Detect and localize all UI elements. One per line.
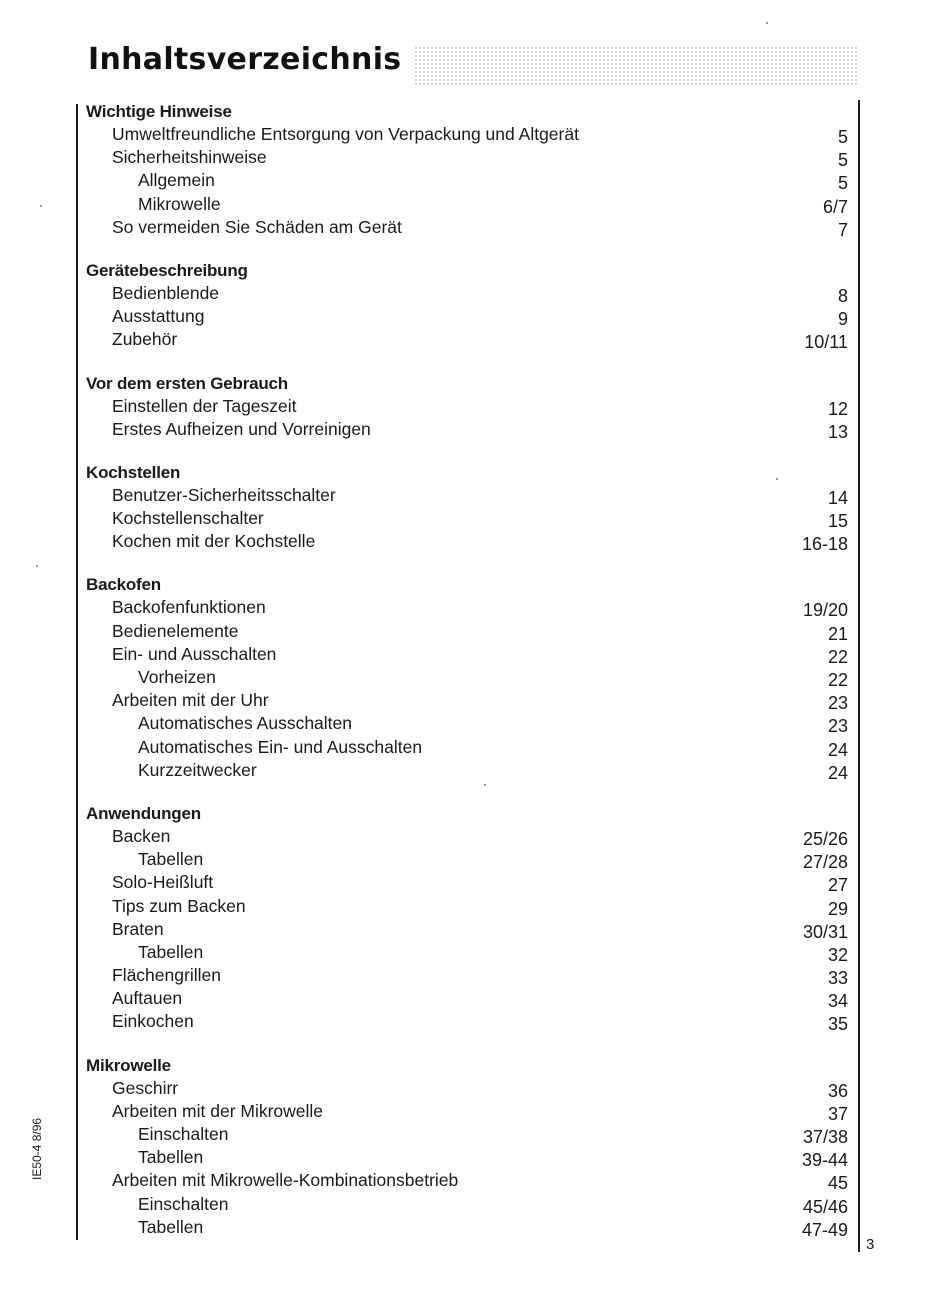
toc-entry <box>86 1123 848 1146</box>
toc-entry <box>86 305 848 328</box>
entry-title: Arbeiten mit der Mikrowelle <box>112 1100 324 1121</box>
entry-title: Kochstellenschalter <box>112 508 264 529</box>
entry-page: 37/38 <box>802 1127 848 1147</box>
entry-title: Tabellen <box>138 849 204 870</box>
entry-page: 21 <box>827 623 848 644</box>
entry-page: 10/11 <box>804 332 848 353</box>
entry-title: Arbeiten mit der Uhr <box>112 690 269 711</box>
toc-entry <box>86 1100 848 1123</box>
entry-page: 45/46 <box>802 1196 848 1217</box>
toc-entry <box>86 216 848 239</box>
entry-title: Einkochen <box>112 1011 194 1032</box>
toc-entry <box>86 328 848 351</box>
entry-title: Benutzer-Sicherheitsschalter <box>112 484 336 505</box>
page-title: Inhaltsverzeichnis <box>88 42 402 77</box>
entry-page: 27/28 <box>802 852 848 873</box>
section-heading: Anwendungen <box>86 803 201 823</box>
toc-entry <box>86 759 848 782</box>
toc-entry <box>86 596 848 619</box>
entry-page: 15 <box>827 511 848 532</box>
toc-entry <box>86 895 848 918</box>
toc-entry <box>86 1146 848 1169</box>
entry-title: Ein- und Ausschalten <box>112 643 277 664</box>
toc-entry <box>86 530 848 553</box>
entry-title: Tabellen <box>138 941 204 962</box>
entry-title: Automatisches Ausschalten <box>138 713 353 734</box>
entry-title: Vorheizen <box>138 667 216 687</box>
entry-page: 13 <box>827 421 848 442</box>
entry-title: Umweltfreundliche Entsorgung von Verpackung und Altgerät <box>112 124 579 144</box>
scan-speck <box>36 565 38 567</box>
entry-title: Allgemein <box>138 170 215 191</box>
entry-title: Bedienblende <box>112 282 220 303</box>
entry-title: Backen <box>112 825 171 846</box>
toc-entry <box>86 964 848 987</box>
entry-page: 29 <box>827 898 848 919</box>
entry-title: Tabellen <box>138 1147 204 1168</box>
halftone-screen <box>414 46 859 86</box>
toc-entry <box>86 643 848 666</box>
entry-page: 23 <box>827 693 848 714</box>
entry-page: 16-18 <box>801 534 848 555</box>
entry-page: 35 <box>827 1014 848 1035</box>
entry-title: So vermeiden Sie Schäden am Gerät <box>112 216 402 237</box>
section-heading: Kochstellen <box>86 462 181 482</box>
entry-page: 23 <box>827 716 848 737</box>
entry-title: Automatisches Ein- und Ausschalten <box>138 736 423 757</box>
entry-page: 22 <box>827 646 848 667</box>
entry-page: 14 <box>827 487 848 508</box>
toc-entry <box>86 507 848 530</box>
section-heading: Vor dem ersten Gebrauch <box>86 373 288 393</box>
toc-entry <box>86 1169 848 1192</box>
entry-page: 22 <box>827 670 848 690</box>
toc-section <box>86 461 848 554</box>
toc-entry <box>86 484 848 507</box>
toc-entry <box>86 169 848 192</box>
entry-page: 6/7 <box>822 196 848 217</box>
entry-page: 12 <box>827 398 848 419</box>
document-code: IE50-4 8/96 <box>30 1117 44 1180</box>
entry-title: Kurzzeitwecker <box>138 759 257 780</box>
toc-entry <box>86 918 848 941</box>
entry-title: Einschalten <box>138 1193 229 1214</box>
entry-title: Flächengrillen <box>112 965 221 986</box>
page-number: 3 <box>866 1236 875 1253</box>
entry-title: Backofenfunktionen <box>112 597 266 618</box>
left-rule <box>76 104 78 1240</box>
entry-title: Solo-Heißluft <box>112 872 214 893</box>
entry-page: 5 <box>837 173 848 194</box>
toc-entry <box>86 1193 848 1216</box>
toc-entry <box>86 941 848 964</box>
toc-entry <box>86 987 848 1010</box>
entry-page: 36 <box>827 1080 848 1101</box>
entry-page: 19/20 <box>802 600 848 621</box>
entry-page: 45 <box>827 1173 848 1194</box>
entry-page: 25/26 <box>802 828 848 849</box>
toc-entry <box>86 736 848 759</box>
entry-title: Geschirr <box>112 1077 179 1098</box>
entry-title: Ausstattung <box>112 306 205 327</box>
entry-title: Tips zum Backen <box>112 895 246 916</box>
section-heading: Backofen <box>86 575 161 595</box>
entry-title: Mikrowelle <box>138 193 221 214</box>
entry-page: 9 <box>837 309 848 330</box>
entry-title: Auftauen <box>112 988 183 1009</box>
entry-page: 37 <box>827 1103 848 1124</box>
entry-page: 24 <box>827 739 848 760</box>
toc-entry <box>86 1077 848 1100</box>
toc-entry <box>86 848 848 871</box>
toc-entry <box>86 620 848 643</box>
entry-page: 5 <box>837 150 848 171</box>
toc-entry <box>86 712 848 735</box>
toc-entry <box>86 1010 848 1033</box>
toc-section <box>86 372 848 441</box>
scan-speck <box>40 205 42 207</box>
toc-entry <box>86 123 848 146</box>
toc-entry <box>86 395 848 418</box>
section-heading: Gerätebeschreibung <box>86 260 248 280</box>
title-block <box>84 40 864 92</box>
entry-title: Kochen mit der Kochstelle <box>112 531 316 552</box>
toc-entry <box>86 871 848 894</box>
toc-entry <box>86 1216 848 1239</box>
entry-title: Einstellen der Tageszeit <box>112 395 297 416</box>
toc-section <box>86 802 848 1034</box>
entry-page: 33 <box>827 968 848 989</box>
entry-title: Arbeiten mit Mikrowelle-Kombinationsbetrieb <box>112 1170 459 1191</box>
entry-page: 32 <box>827 944 848 965</box>
scan-speck <box>776 478 778 480</box>
section-heading: Wichtige Hinweise <box>86 102 232 121</box>
toc-entry <box>86 825 848 848</box>
toc-entry <box>86 666 848 689</box>
toc-entry <box>86 282 848 305</box>
entry-page: 39-44 <box>801 1150 848 1171</box>
toc-section <box>86 1054 848 1239</box>
entry-title: Braten <box>112 918 164 939</box>
entry-title: Tabellen <box>138 1216 204 1237</box>
entry-title: Erstes Aufheizen und Vorreinigen <box>112 418 371 439</box>
entry-page: 7 <box>837 219 848 240</box>
toc-section <box>86 100 848 239</box>
entry-page: 24 <box>827 762 848 783</box>
right-rule <box>858 100 860 1252</box>
entry-page: 5 <box>837 127 848 147</box>
scan-speck <box>484 784 486 786</box>
entry-title: Zubehör <box>112 329 178 350</box>
entry-page: 8 <box>837 285 848 306</box>
entry-page: 34 <box>827 991 848 1012</box>
entry-title: Einschalten <box>138 1124 229 1144</box>
toc-entry <box>86 418 848 441</box>
toc-entry <box>86 689 848 712</box>
entry-page: 47-49 <box>801 1219 848 1240</box>
entry-page: 30/31 <box>802 921 848 942</box>
entry-title: Bedienelemente <box>112 620 239 641</box>
entry-page: 27 <box>827 875 848 896</box>
toc-entry <box>86 146 848 169</box>
section-heading: Mikrowelle <box>86 1055 171 1075</box>
toc-section <box>86 573 848 782</box>
table-of-contents <box>86 100 848 1259</box>
toc-section <box>86 259 848 352</box>
scan-speck <box>766 22 768 24</box>
toc-entry <box>86 193 848 216</box>
entry-title: Sicherheitshinweise <box>112 147 267 168</box>
